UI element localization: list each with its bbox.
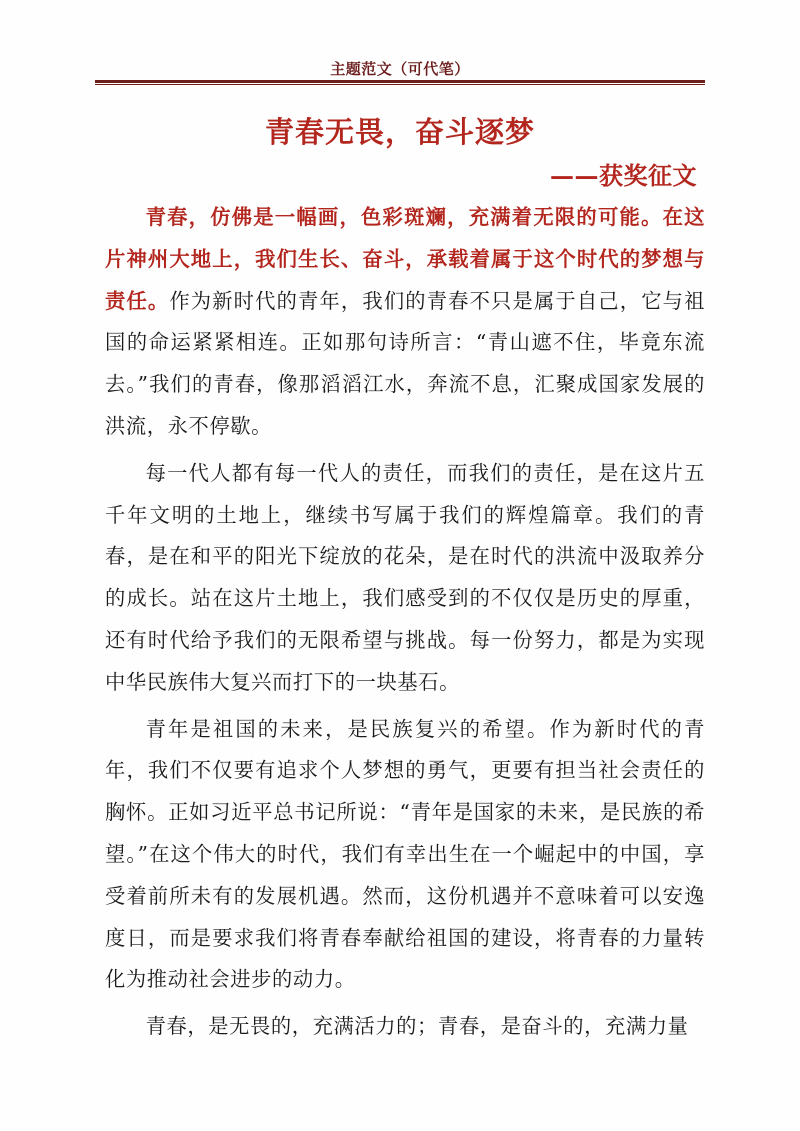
paragraph-text: 青春，是无畏的，充满活力的；青春，是奋斗的，充满力量 (145, 1014, 689, 1039)
paragraph-text: 每一代人都有每一代人的责任，而我们的责任，是在这片五千年文明的土地上，继续书写属于我们的辉煌篇章。我们的青春，是在和平的阳光下绽放的花朵，是在时代的洪流中汲取养分的成长。站在这片土地上，我们感受到的不仅仅是历史的厚重，还有时代给予我们的无限希望与挑战。每一份努力，都是为实现中华民族伟大复兴而打下的一块基石。 (105, 460, 705, 694)
header-double-rule (95, 80, 705, 86)
paragraph-1 (105, 197, 705, 448)
paragraph-2 (105, 453, 705, 704)
paragraph-text: 作为新时代的青年，我们的青春不只是属于自己，它与祖国的命运紧紧相连。正如那句诗所言：“青山遮不住，毕竟东流去。”我们的青春，像那滔滔江水，奔流不息，汇聚成国家发展的洪流，永不停歇。 (105, 288, 705, 438)
paragraph-4 (105, 1006, 705, 1048)
paragraph-text: 青年是祖国的未来，是民族复兴的希望。作为新时代的青年，我们不仅要有追求个人梦想的勇气，更要有担当社会责任的胸怀。正如习近平总书记所说：“青年是国家的未来，是民族的希望。”在这个伟大的时代，我们有幸出生在一个崛起中的中国，享受着前所未有的发展机遇。然而，这份机遇并不意味着可以安逸度日，而是要求我们将青春奉献给祖国的建设，将青春的力量转化为推动社会进步的动力。 (105, 716, 705, 992)
running-header: 主题范文（可代笔） (330, 60, 470, 78)
document-title: 青春无畏，奋斗逐梦 (264, 115, 535, 149)
paragraph-3 (105, 709, 705, 1002)
document-body (105, 197, 705, 1053)
document-subtitle: ——获奖征文 (550, 161, 697, 190)
highlighted-intro: 青春，仿佛是一幅画，色彩斑斓，充满着无限的可能。在这片神州大地上，我们生长、奋斗，承载着属于这个时代的梦想与责任。 (105, 205, 705, 313)
header-rule-thin (95, 84, 705, 85)
